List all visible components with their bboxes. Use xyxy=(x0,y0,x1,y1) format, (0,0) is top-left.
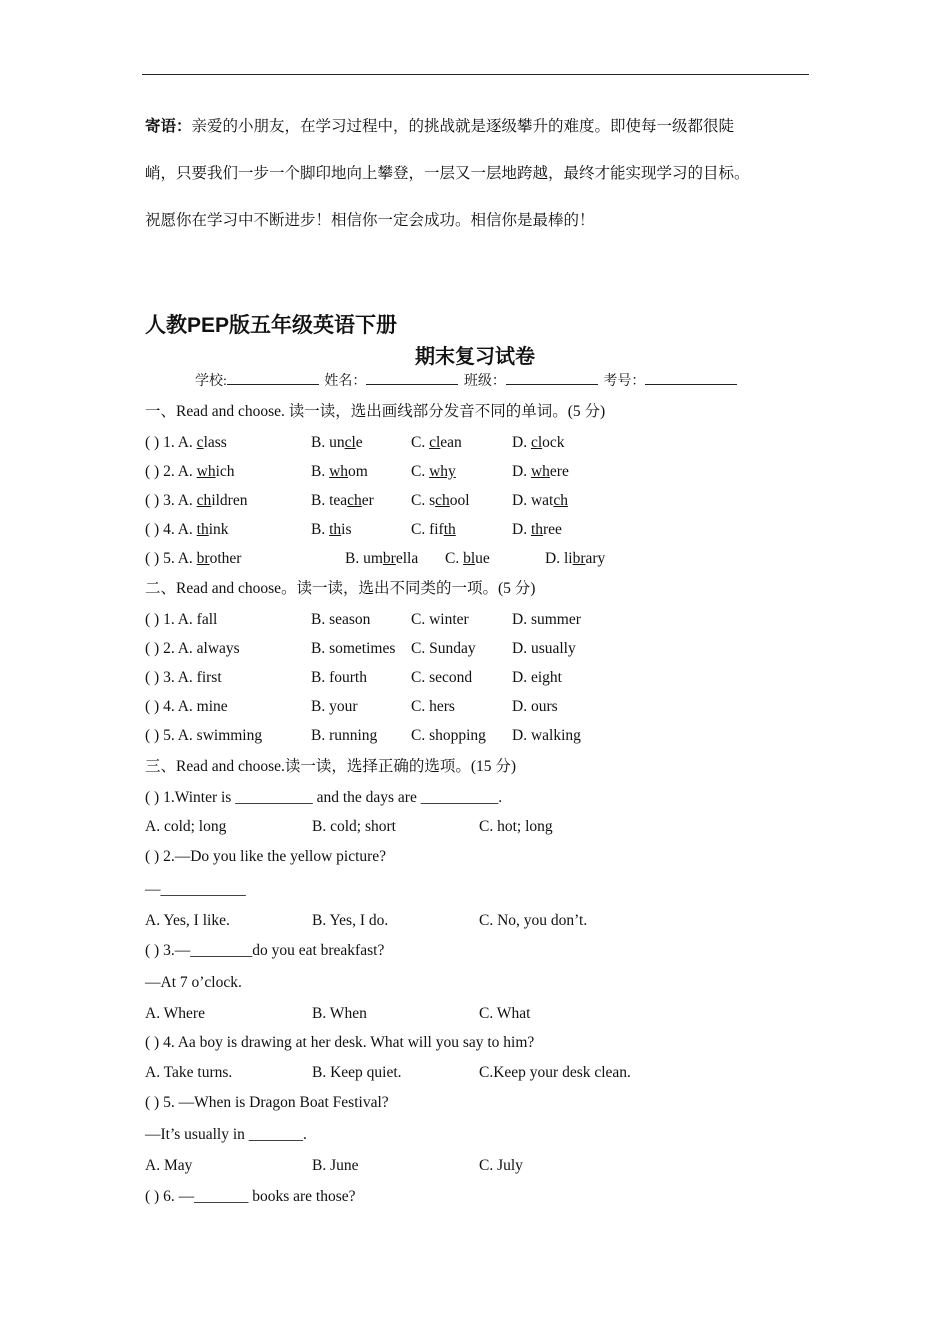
option-b: B. sometimes xyxy=(311,640,396,657)
option-d: D. clock xyxy=(512,434,565,451)
option-d: D. watch xyxy=(512,492,568,509)
option-c: C. Sunday xyxy=(411,640,476,657)
q1-option-b: B. cold; short xyxy=(312,818,396,835)
option-c: C. winter xyxy=(411,611,469,628)
q2-stem: ( ) 2.—Do you like the yellow picture? xyxy=(145,848,387,865)
class-blank[interactable] xyxy=(506,372,598,385)
option-a: ( ) 4. A. mine xyxy=(145,698,228,715)
intro-line-1 xyxy=(145,117,815,137)
class-label: 班级： xyxy=(463,374,506,389)
paper-title: 人教PEP版五年级英语下册 xyxy=(145,314,398,337)
intro-line-2: 峭，只要我们一步一个脚印地向上攀登，一层又一层地跨越，最终才能实现学习的目标。 xyxy=(145,165,750,182)
name-label: 姓名： xyxy=(324,374,367,389)
intro-line-3: 祝愿你在学习中不断进步！相信你一定会成功。相信你是最棒的！ xyxy=(145,212,595,229)
option-a: ( ) 1. A. class xyxy=(145,434,227,451)
option-b: B. your xyxy=(311,698,358,715)
option-a: ( ) 3. A. children xyxy=(145,492,248,509)
q2-option-b: B. Yes, I do. xyxy=(312,912,389,929)
option-d: D. walking xyxy=(512,727,581,744)
q5-option-a: A. May xyxy=(145,1157,193,1174)
option-b: B. running xyxy=(311,727,378,744)
q5-option-b: B. June xyxy=(312,1157,359,1174)
option-a: ( ) 5. A. swimming xyxy=(145,727,263,744)
option-b: B. fourth xyxy=(311,669,367,686)
q4-option-c: C.Keep your desk clean. xyxy=(479,1064,631,1081)
option-c: C. clean xyxy=(411,434,462,451)
school-blank[interactable] xyxy=(227,372,319,385)
option-d: D. library xyxy=(545,550,606,567)
option-c: C. shopping xyxy=(411,727,486,744)
option-c: C. why xyxy=(411,463,456,480)
q2-answer-line: —___________ xyxy=(145,881,246,898)
student-info xyxy=(195,370,739,390)
intro-label: 寄语： xyxy=(145,118,192,135)
q5-answer-line: —It’s usually in _______. xyxy=(145,1126,307,1143)
option-b: B. season xyxy=(311,611,371,628)
top-rule xyxy=(142,74,809,75)
q3-option-c: C. What xyxy=(479,1005,531,1022)
option-a: ( ) 2. A. always xyxy=(145,640,240,657)
option-d: D. where xyxy=(512,463,569,480)
q1-option-a: A. cold; long xyxy=(145,818,227,835)
q2-option-a: A. Yes, I like. xyxy=(145,912,230,929)
option-c: C. second xyxy=(411,669,473,686)
q5-option-c: C. July xyxy=(479,1157,523,1174)
option-a: ( ) 1. A. fall xyxy=(145,611,218,628)
option-d: D. ours xyxy=(512,698,558,715)
option-c: C. hers xyxy=(411,698,455,715)
q5-stem: ( ) 5. —When is Dragon Boat Festival? xyxy=(145,1094,389,1111)
option-a: ( ) 4. A. think xyxy=(145,521,229,538)
option-c: C. school xyxy=(411,492,470,509)
option-a: ( ) 2. A. which xyxy=(145,463,235,480)
option-c: C. fifth xyxy=(411,521,456,538)
q1-option-c: C. hot; long xyxy=(479,818,553,835)
option-b: B. umbrella xyxy=(345,550,419,567)
name-blank[interactable] xyxy=(366,372,458,385)
option-b: B. whom xyxy=(311,463,368,480)
school-label: 学校: xyxy=(195,374,227,389)
section3-heading: 三、Read and choose.读一读，选择正确的选项。(15 分) xyxy=(145,758,517,775)
option-b: B. this xyxy=(311,521,352,538)
option-d: D. summer xyxy=(512,611,581,628)
intro-text-1: 亲爱的小朋友，在学习过程中，的挑战就是逐级攀升的难度。即使每一级都很陡 xyxy=(191,118,735,135)
q6-stem: ( ) 6. —_______ books are those? xyxy=(145,1188,356,1205)
q3-option-b: B. When xyxy=(312,1005,367,1022)
q4-stem: ( ) 4. Aa boy is drawing at her desk. What will you say to him? xyxy=(145,1034,535,1051)
q3-option-a: A. Where xyxy=(145,1005,205,1022)
exam-no-label: 考号： xyxy=(603,374,646,389)
q3-stem: ( ) 3.—________do you eat breakfast? xyxy=(145,942,385,959)
exam-no-blank[interactable] xyxy=(645,372,737,385)
option-d: D. three xyxy=(512,521,562,538)
option-a: ( ) 3. A. first xyxy=(145,669,222,686)
q4-option-a: A. Take turns. xyxy=(145,1064,233,1081)
q1-stem: ( ) 1.Winter is __________ and the days are __________. xyxy=(145,789,503,806)
option-d: D. usually xyxy=(512,640,576,657)
option-d: D. eight xyxy=(512,669,562,686)
q4-option-b: B. Keep quiet. xyxy=(312,1064,402,1081)
option-b: B. uncle xyxy=(311,434,363,451)
q2-option-c: C. No, you don’t. xyxy=(479,912,588,929)
section2-heading: 二、Read and choose。读一读，选出不同类的一项。(5 分) xyxy=(145,580,536,597)
paper-subtitle: 期末复习试卷 xyxy=(415,346,535,368)
section1-heading: 一、Read and choose. 读一读，选出画线部分发音不同的单词。(5 分) xyxy=(145,403,606,420)
option-c: C. blue xyxy=(445,550,490,567)
q3-answer-line: —At 7 o’clock. xyxy=(145,974,242,991)
option-a: ( ) 5. A. brother xyxy=(145,550,242,567)
option-b: B. teacher xyxy=(311,492,374,509)
